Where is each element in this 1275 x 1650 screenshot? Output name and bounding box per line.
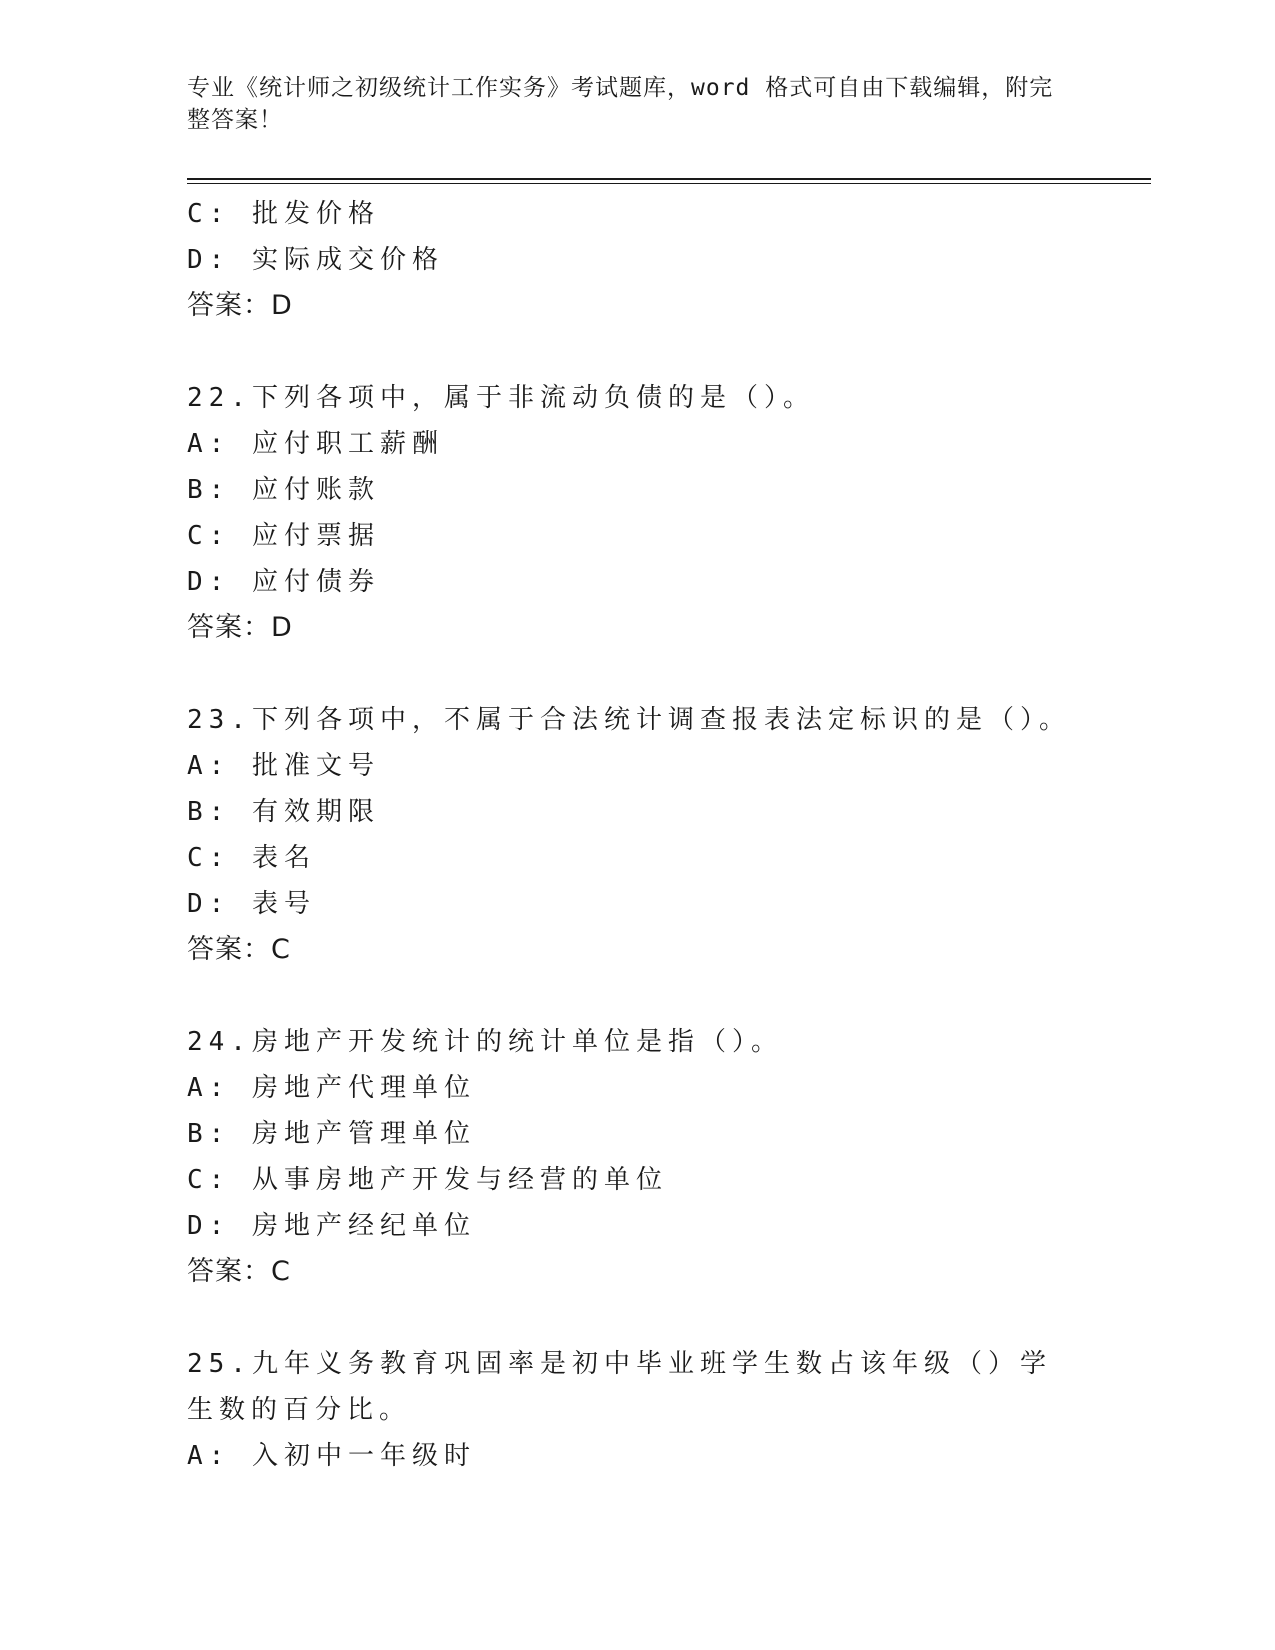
question-list — [187, 191, 1087, 1479]
answer: 答案：C — [187, 1256, 291, 1287]
spacer — [187, 651, 1087, 697]
question-24: 24.房地产开发统计的统计单位是指（）。 — [187, 1027, 783, 1057]
spacer — [187, 973, 1087, 1019]
option-c: C: 应付票据 — [187, 521, 380, 551]
spacer — [187, 329, 1087, 375]
option-b: B: 应付账款 — [187, 475, 380, 505]
option-b: B: 有效期限 — [187, 797, 380, 827]
header-rule-thin — [187, 183, 1151, 184]
spacer — [187, 1295, 1087, 1341]
question-25: 25.九年义务教育巩固率是初中毕业班学生数占该年级（）学生数的百分比。 — [187, 1349, 1052, 1425]
answer: 答案：D — [187, 290, 293, 321]
option-a: A: 批准文号 — [187, 751, 380, 781]
header-rule-thick — [187, 178, 1151, 180]
option-d: D: 实际成交价格 — [187, 245, 444, 275]
option-a: A: 房地产代理单位 — [187, 1073, 476, 1103]
option-d: D: 房地产经纪单位 — [187, 1211, 476, 1241]
question-23: 23.下列各项中，不属于合法统计调查报表法定标识的是（）。 — [187, 705, 1071, 735]
option-d: D: 应付债券 — [187, 567, 380, 597]
option-b: B: 房地产管理单位 — [187, 1119, 476, 1149]
option-a: A: 应付职工薪酬 — [187, 429, 444, 459]
answer: 答案：D — [187, 612, 293, 643]
option-d: D: 表号 — [187, 889, 316, 919]
option-c: C: 批发价格 — [187, 199, 380, 229]
document-header: 专业《统计师之初级统计工作实务》考试题库，word 格式可自由下载编辑，附完整答案！ — [187, 75, 1054, 133]
option-a: A: 入初中一年级时 — [187, 1441, 476, 1471]
answer: 答案：C — [187, 934, 291, 965]
question-22: 22.下列各项中，属于非流动负债的是（）。 — [187, 383, 815, 413]
option-c: C: 表名 — [187, 843, 316, 873]
option-c: C: 从事房地产开发与经营的单位 — [187, 1165, 668, 1195]
